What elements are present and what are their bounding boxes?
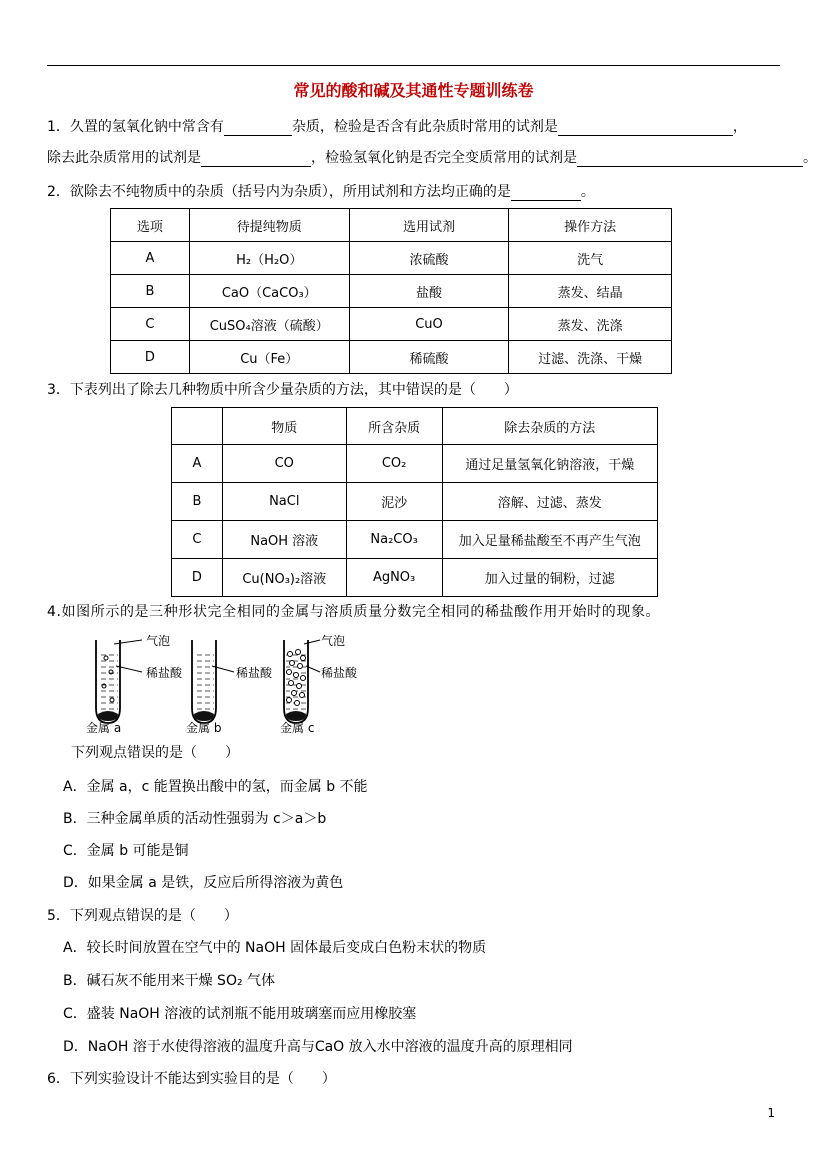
test-tube-c [284, 640, 308, 723]
table-cell: 蒸发、结晶 [509, 275, 672, 308]
table-cell: C [172, 521, 223, 559]
label-bubble: 气泡 [146, 634, 171, 648]
table-cell: Na₂CO₃ [346, 521, 442, 559]
q2-text: 2．欲除去不纯物质中的杂质（括号内为杂质），所用试剂和方法均正确的是 [47, 184, 511, 200]
table-cell: AgNO₃ [346, 559, 442, 597]
table-cell: D [172, 559, 223, 597]
table-cell: Cu(NO₃)₂溶液 [222, 559, 346, 597]
table-cell: CO₂ [346, 445, 442, 483]
table-cell: CuO [349, 308, 509, 341]
label-acid: 稀盐酸 [236, 666, 273, 680]
table-header: 操作方法 [509, 209, 672, 242]
answer-blank[interactable] [558, 120, 733, 136]
table-row [172, 483, 658, 521]
table-header: 待提纯物质 [189, 209, 349, 242]
q6-stem: 6．下列实验设计不能达到实验目的是（ ） [47, 1071, 336, 1087]
q5-stem: 5．下列观点错误的是（ ） [47, 908, 238, 924]
q5-option-a[interactable]: A．较长时间放置在空气中的 NaOH 固体最后变成白色粉末状的物质 [63, 940, 487, 956]
page-number: 1 [767, 1106, 775, 1120]
q5-option-c[interactable]: C．盛装 NaOH 溶液的试剂瓶不能用玻璃塞而应用橡胶塞 [63, 1006, 417, 1022]
label-bubble: 气泡 [321, 634, 346, 648]
table-cell: CuSO₄溶液（硫酸） [189, 308, 349, 341]
label-acid: 稀盐酸 [321, 666, 358, 680]
answer-blank[interactable] [577, 151, 803, 167]
table-row [172, 445, 658, 483]
table-cell: 泥沙 [346, 483, 442, 521]
table-row [111, 275, 672, 308]
table-cell: 盐酸 [349, 275, 509, 308]
table-cell: 浓硫酸 [349, 242, 509, 275]
q3-stem: 3．下表列出了除去几种物质中所含少量杂质的方法，其中错误的是（ ） [47, 382, 518, 398]
table-cell: B [172, 483, 223, 521]
table-header [172, 408, 223, 445]
label-acid: 稀盐酸 [146, 666, 183, 680]
table-cell: H₂（H₂O） [189, 242, 349, 275]
table-cell: 通过足量氢氧化钠溶液，干燥 [442, 445, 657, 483]
q1-text: ，检验氢氧化钠是否完全变质常用的试剂是 [311, 150, 577, 166]
q4-option-a[interactable]: A．金属 a，c 能置换出酸中的氢，而金属 b 不能 [63, 779, 368, 795]
test-tube-a [96, 640, 120, 723]
q4-sub-stem: 下列观点错误的是（ ） [71, 745, 239, 761]
q3-table [171, 407, 658, 597]
table-header-row [111, 209, 672, 242]
table-header-row [172, 408, 658, 445]
table-cell: CaO（CaCO₃） [189, 275, 349, 308]
q1-text: 除去此杂质常用的试剂是 [47, 150, 201, 166]
table-header: 物质 [222, 408, 346, 445]
answer-blank[interactable] [511, 185, 581, 201]
table-cell: A [111, 242, 190, 275]
table-header: 除去杂质的方法 [442, 408, 657, 445]
table-cell: Cu（Fe） [189, 341, 349, 374]
q1-text: 。 [803, 150, 817, 166]
table-header: 选用试剂 [349, 209, 509, 242]
table-cell: NaOH 溶液 [222, 521, 346, 559]
table-cell: A [172, 445, 223, 483]
table-cell: NaCl [222, 483, 346, 521]
q2-text: 。 [580, 184, 595, 200]
table-row [111, 242, 672, 275]
table-cell: 洗气 [509, 242, 672, 275]
q4-option-d[interactable]: D．如果金属 a 是铁，反应后所得溶液为黄色 [63, 875, 344, 891]
table-cell: 加入足量稀盐酸至不再产生气泡 [442, 521, 657, 559]
q1-text: 1．久置的氢氧化钠中常含有 [47, 119, 224, 135]
q4-option-c[interactable]: C．金属 b 可能是铜 [63, 843, 189, 859]
table-cell: B [111, 275, 190, 308]
q2-table [110, 208, 672, 374]
label-metal-a: 金属 a [86, 721, 122, 735]
q5-option-d[interactable]: D．NaOH 溶于水使得溶液的温度升高与CaO 放入水中溶液的温度升高的原理相同 [63, 1039, 573, 1055]
answer-blank[interactable] [201, 151, 311, 167]
q5-option-b[interactable]: B．碱石灰不能用来干燥 SO₂ 气体 [63, 973, 276, 989]
table-header: 选项 [111, 209, 190, 242]
table-cell: 溶解、过滤、蒸发 [442, 483, 657, 521]
label-metal-b: 金属 b [186, 721, 222, 735]
q1-text: 杂质，检验是否含有此杂质时常用的试剂是 [291, 119, 558, 135]
test-tube-b [192, 640, 216, 723]
page-title: 常见的酸和碱及其通性专题训练卷 [293, 81, 534, 100]
table-header: 所含杂质 [346, 408, 442, 445]
table-cell: C [111, 308, 190, 341]
table-cell: 蒸发、洗涤 [509, 308, 672, 341]
q1-text: ， [732, 119, 747, 135]
q2-stem [47, 183, 595, 201]
table-row [172, 559, 658, 597]
table-row [111, 308, 672, 341]
label-metal-c: 金属 c [280, 721, 315, 735]
q1-line1 [47, 118, 747, 136]
q4-option-b[interactable]: B．三种金属单质的活动性强弱为 c＞a＞b [63, 811, 327, 827]
answer-blank[interactable] [224, 120, 292, 136]
table-cell: 稀硫酸 [349, 341, 509, 374]
table-cell: D [111, 341, 190, 374]
header-rule [47, 65, 780, 66]
q4-stem: 4.如图所示的是三种形状完全相同的金属与溶质质量分数完全相同的稀盐酸作用开始时的现象。 [47, 604, 661, 620]
table-row [172, 521, 658, 559]
q1-line2 [47, 149, 817, 167]
table-cell: 过滤、洗涤、干燥 [509, 341, 672, 374]
table-cell: 加入过量的铜粉，过滤 [442, 559, 657, 597]
table-row [111, 341, 672, 374]
table-cell: CO [222, 445, 346, 483]
